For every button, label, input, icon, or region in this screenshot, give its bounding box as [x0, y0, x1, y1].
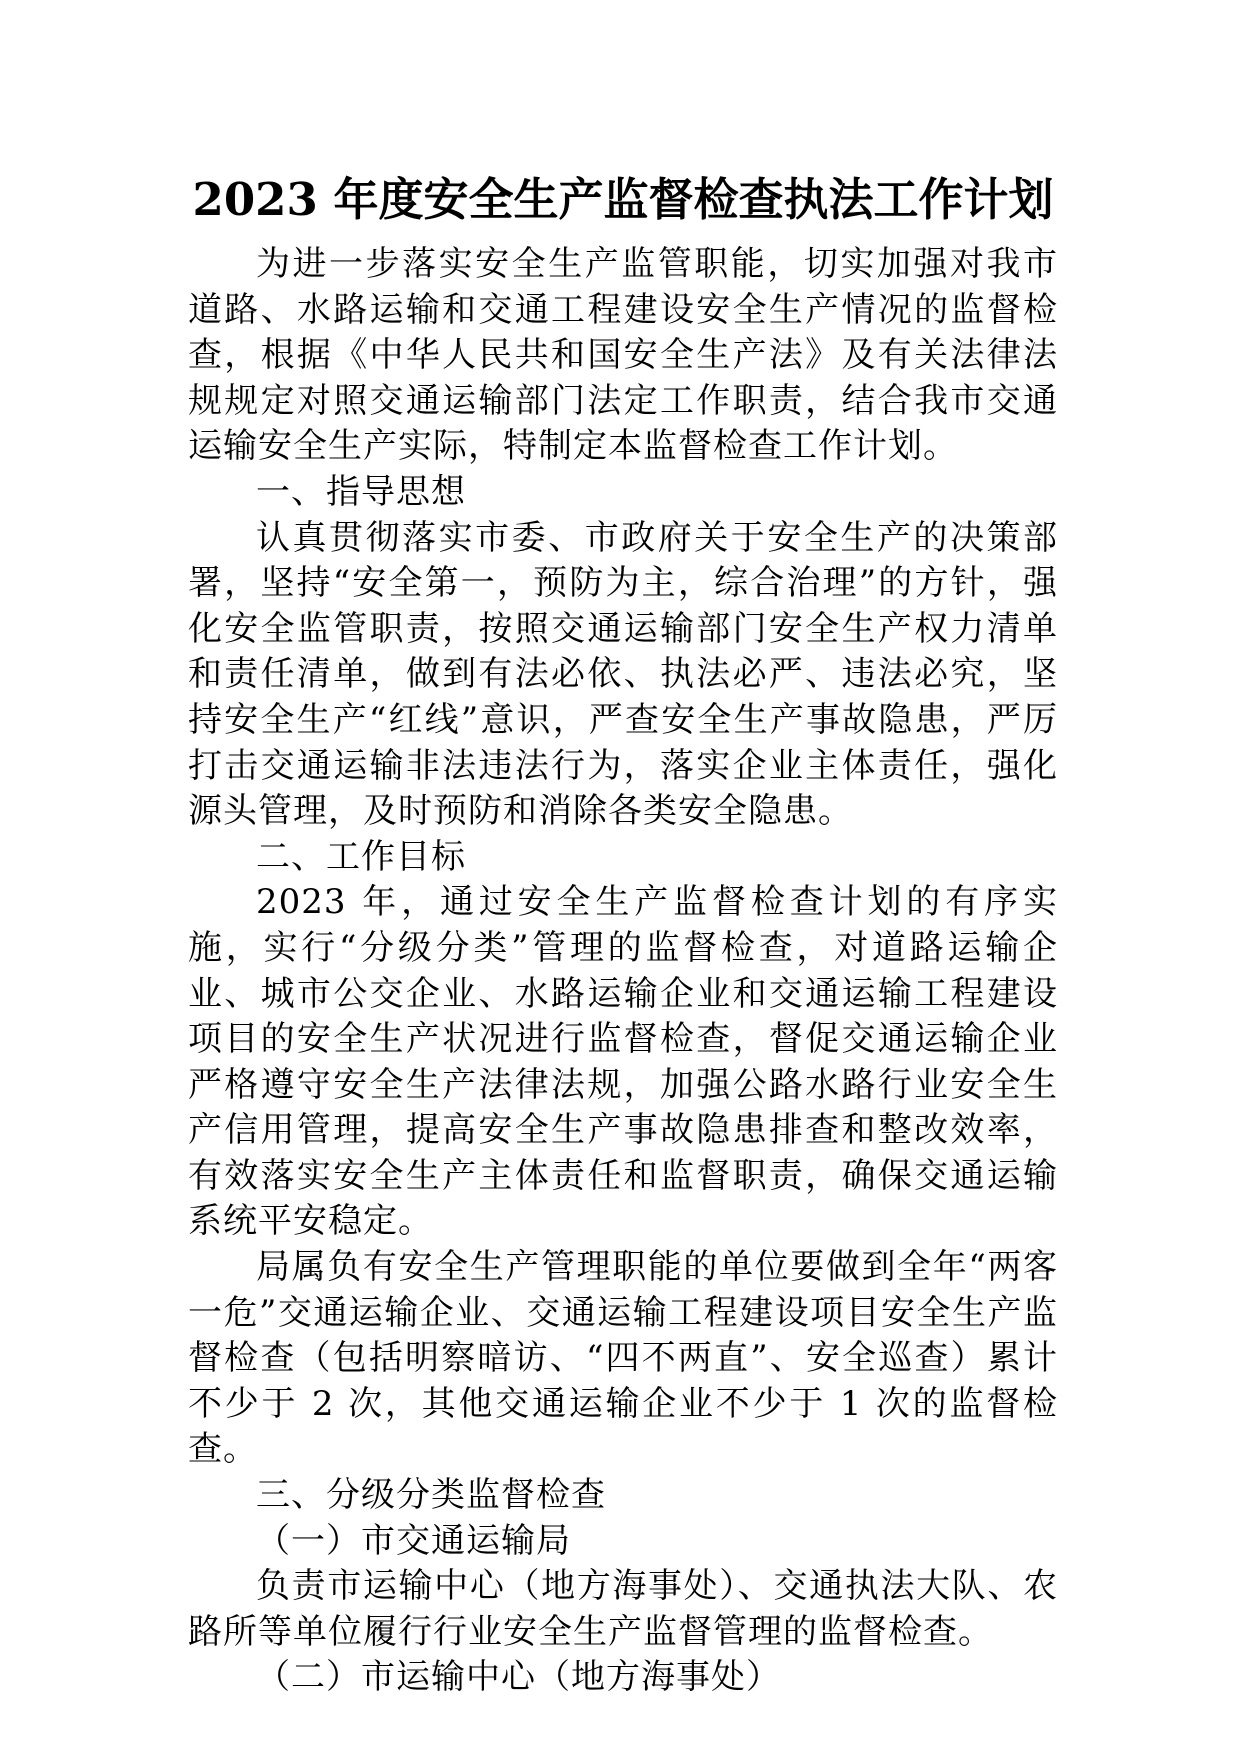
- intro-paragraph: 为进一步落实安全生产监管职能，切实加强对我市道路、水路运输和交通工程建设安全生产情况的监督检查，根据《中华人民共和国安全生产法》及有关法律法规规定对照交通运输部门法定工作职责，结合我市交通运输安全生产实际，特制定本监督检查工作计划。: [188, 244, 1058, 467]
- section-heading-classified-inspection: 三、分级分类监督检查: [256, 1475, 606, 1516]
- inspection-frequency-paragraph: 局属负有安全生产管理职能的单位要做到全年“两客一危”交通运输企业、交通运输工程建设项目安全生产监督检查（包括明察暗访、“四不两直”、安全巡查）累计不少于 2 次，其他交通运输企业不少于 1 次的监督检查。: [188, 1247, 1058, 1470]
- document-title: 2023 年度安全生产监督检查执法工作计划: [192, 173, 1054, 226]
- city-transport-bureau-paragraph: 负责市运输中心（地方海事处）、交通执法大队、农路所等单位履行行业安全生产监督管理的监督检查。: [188, 1566, 1058, 1652]
- guiding-ideology-paragraph: 认真贯彻落实市委、市政府关于安全生产的决策部署，坚持“安全第一，预防为主，综合治理”的方针，强化安全监管职责，按照交通运输部门安全生产权力清单和责任清单，做到有法必依、执法必严、违法必究，坚持安全生产“红线”意识，严查安全生产事故隐患，严厉打击交通运输非法违法行为，落实企业主体责任，强化源头管理，及时预防和消除各类安全隐患。: [188, 517, 1058, 832]
- subsection-heading-transport-center: （二）市运输中心（地方海事处）: [256, 1657, 781, 1698]
- subsection-heading-city-transport-bureau: （一）市交通运输局: [256, 1520, 571, 1561]
- section-heading-guiding-ideology: 一、指导思想: [256, 471, 466, 512]
- section-heading-work-goals: 二、工作目标: [256, 836, 466, 877]
- work-goals-paragraph: 2023 年，通过安全生产监督检查计划的有序实施，实行“分级分类”管理的监督检查，对道路运输企业、城市公交企业、水路运输企业和交通运输工程建设项目的安全生产状况进行监督检查，督促交通运输企业严格遵守安全生产法律法规，加强公路水路行业安全生产信用管理，提高安全生产事故隐患排查和整改效率，有效落实安全生产主体责任和监督职责，确保交通运输系统平安稳定。: [188, 882, 1058, 1242]
- document-page: [188, 160, 1058, 1701]
